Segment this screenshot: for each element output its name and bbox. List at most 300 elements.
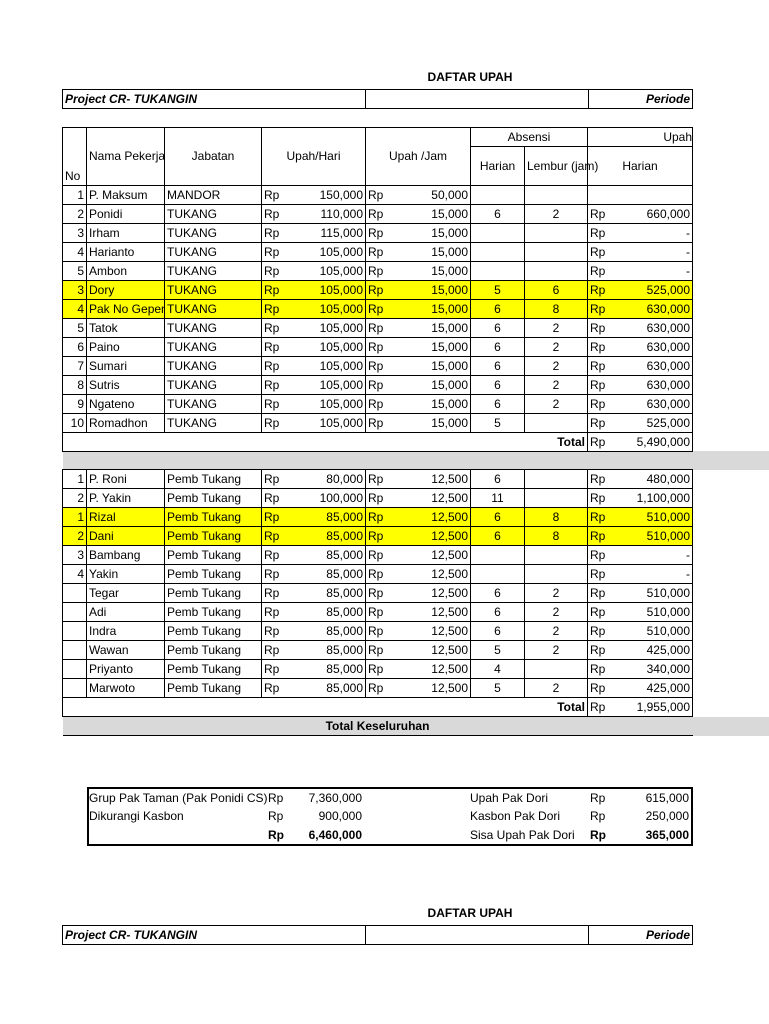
row-upah-jam: 12,500 <box>398 565 471 584</box>
row-lembur <box>525 413 588 432</box>
row-jabatan: TUKANG <box>165 223 262 242</box>
row-no: 1 <box>63 470 87 489</box>
row-rp: Rp <box>366 223 398 242</box>
row-rp: Rp <box>262 299 292 318</box>
summary-left-rp: Rp <box>268 827 284 842</box>
row-harian: 6 <box>471 318 525 337</box>
row-harian: 5 <box>471 280 525 299</box>
summary-box <box>87 787 693 846</box>
row-upah <box>620 185 693 204</box>
col-harian: Harian <box>471 147 525 186</box>
section-divider <box>63 451 769 470</box>
row-nama: Priyanto <box>87 660 165 679</box>
row-upah: 510,000 <box>620 527 693 546</box>
row-upah: 480,000 <box>620 470 693 489</box>
row-harian <box>471 546 525 565</box>
row-upah-jam: 15,000 <box>398 318 471 337</box>
row-rp: Rp <box>262 242 292 261</box>
row-rp: Rp <box>588 565 620 584</box>
row-upah-jam: 15,000 <box>398 299 471 318</box>
row-upah: 510,000 <box>620 584 693 603</box>
row-lembur: 8 <box>525 508 588 527</box>
row-rp: Rp <box>366 337 398 356</box>
table-row <box>63 527 769 546</box>
row-no: 7 <box>63 356 87 375</box>
row-no: 2 <box>63 527 87 546</box>
row-rp: Rp <box>366 508 398 527</box>
row-no <box>63 603 87 622</box>
row-lembur: 2 <box>525 337 588 356</box>
row-rp: Rp <box>262 470 292 489</box>
row-jabatan: Pemb Tukang <box>165 546 262 565</box>
row-jabatan: MANDOR <box>165 185 262 204</box>
row-lembur <box>525 470 588 489</box>
row-jabatan: TUKANG <box>165 204 262 223</box>
col-upah-hari: Upah/Hari <box>262 128 366 186</box>
row-harian: 6 <box>471 470 525 489</box>
row-upah-jam: 15,000 <box>398 261 471 280</box>
project-name-2: Project CR- TUKANGIN <box>63 926 366 945</box>
row-upah-hari: 80,000 <box>292 470 366 489</box>
row-lembur: 2 <box>525 679 588 698</box>
row-rp: Rp <box>262 660 292 679</box>
wage-table <box>62 127 769 736</box>
row-upah-hari: 85,000 <box>292 527 366 546</box>
row-harian: 6 <box>471 356 525 375</box>
table-row <box>63 603 769 622</box>
row-upah: 660,000 <box>620 204 693 223</box>
project-bar <box>62 89 693 109</box>
row-no: 4 <box>63 565 87 584</box>
summary-right-rp: Rp <box>590 809 606 824</box>
row-rp: Rp <box>588 261 620 280</box>
row-lembur <box>525 185 588 204</box>
row-lembur: 2 <box>525 356 588 375</box>
row-lembur: 8 <box>525 299 588 318</box>
row-upah-hari: 105,000 <box>292 375 366 394</box>
row-lembur: 8 <box>525 527 588 546</box>
table-row <box>63 280 769 299</box>
row-lembur: 2 <box>525 318 588 337</box>
row-rp: Rp <box>588 527 620 546</box>
row-harian: 6 <box>471 603 525 622</box>
summary-row <box>88 788 692 807</box>
table-row <box>63 299 769 318</box>
project-name: Project CR- TUKANGIN <box>63 90 366 109</box>
row-upah-hari: 85,000 <box>292 508 366 527</box>
row-rp: Rp <box>366 394 398 413</box>
table-row <box>63 489 769 508</box>
row-rp: Rp <box>366 527 398 546</box>
row-rp: Rp <box>588 413 620 432</box>
row-upah-jam: 12,500 <box>398 527 471 546</box>
row-nama: Romadhon <box>87 413 165 432</box>
row-lembur: 2 <box>525 622 588 641</box>
row-lembur <box>525 546 588 565</box>
row-lembur: 2 <box>525 204 588 223</box>
total-rp: Rp <box>588 432 620 451</box>
row-lembur: 2 <box>525 394 588 413</box>
table-row <box>63 318 769 337</box>
total-label: Total <box>63 432 588 451</box>
row-upah-hari: 150,000 <box>292 185 366 204</box>
row-upah: 510,000 <box>620 508 693 527</box>
total-row <box>63 432 769 451</box>
summary-left-value: 7,360,000 <box>308 791 362 805</box>
summary-right-rp: Rp <box>590 791 606 805</box>
row-upah: - <box>620 261 693 280</box>
row-no <box>63 679 87 698</box>
row-upah: - <box>620 242 693 261</box>
row-upah-hari: 85,000 <box>292 546 366 565</box>
summary-right-label: Sisa Upah Pak Dori <box>470 827 575 842</box>
row-harian: 6 <box>471 527 525 546</box>
row-upah-jam: 15,000 <box>398 280 471 299</box>
row-rp: Rp <box>588 641 620 660</box>
row-lembur: 6 <box>525 280 588 299</box>
row-rp: Rp <box>262 584 292 603</box>
row-rp: Rp <box>366 622 398 641</box>
row-rp: Rp <box>366 375 398 394</box>
summary-left-value: 6,460,000 <box>308 827 362 842</box>
row-rp: Rp <box>366 318 398 337</box>
table-row <box>63 660 769 679</box>
row-rp: Rp <box>262 375 292 394</box>
row-rp: Rp <box>588 622 620 641</box>
row-no: 5 <box>63 318 87 337</box>
col-upah-jam: Upah /Jam <box>366 128 471 186</box>
row-rp: Rp <box>262 527 292 546</box>
table-row <box>63 622 769 641</box>
row-harian: 6 <box>471 394 525 413</box>
row-lembur: 2 <box>525 375 588 394</box>
row-rp: Rp <box>366 261 398 280</box>
row-upah: - <box>620 546 693 565</box>
row-upah-hari: 105,000 <box>292 318 366 337</box>
row-no <box>63 622 87 641</box>
total-value: 5,490,000 <box>620 432 693 451</box>
table-row <box>63 470 769 489</box>
row-harian: 6 <box>471 375 525 394</box>
row-jabatan: Pemb Tukang <box>165 622 262 641</box>
row-rp: Rp <box>262 603 292 622</box>
row-upah: - <box>620 565 693 584</box>
row-upah: 630,000 <box>620 299 693 318</box>
section-divider-label <box>63 451 693 470</box>
summary-right-value: 250,000 <box>645 809 689 824</box>
row-nama: Ngateno <box>87 394 165 413</box>
row-upah: 425,000 <box>620 641 693 660</box>
row-harian <box>471 261 525 280</box>
row-rp: Rp <box>262 546 292 565</box>
row-rp: Rp <box>588 337 620 356</box>
row-harian: 5 <box>471 679 525 698</box>
row-upah-jam: 12,500 <box>398 679 471 698</box>
row-upah-hari: 85,000 <box>292 622 366 641</box>
row-upah-jam: 12,500 <box>398 508 471 527</box>
row-upah-jam: 12,500 <box>398 660 471 679</box>
row-rp: Rp <box>262 508 292 527</box>
col-upah: Upah <box>588 128 693 147</box>
row-no: 3 <box>63 223 87 242</box>
summary-left-rp: Rp <box>268 809 284 824</box>
table-row <box>63 565 769 584</box>
row-rp: Rp <box>588 584 620 603</box>
summary-right-rp: Rp <box>590 827 606 842</box>
doc-title: DAFTAR UPAH <box>427 70 513 84</box>
row-jabatan: TUKANG <box>165 337 262 356</box>
grand-total-label: Total Keseluruhan <box>63 717 693 736</box>
table-row <box>63 337 769 356</box>
row-lembur <box>525 489 588 508</box>
grand-total <box>63 717 769 736</box>
row-rp: Rp <box>262 356 292 375</box>
row-lembur: 2 <box>525 603 588 622</box>
row-harian: 5 <box>471 413 525 432</box>
row-rp: Rp <box>262 280 292 299</box>
total-rp: Rp <box>588 698 620 717</box>
summary-left-label: Grup Pak Taman (Pak Ponidi CS) <box>89 791 268 805</box>
row-upah: 525,000 <box>620 413 693 432</box>
row-upah-hari: 105,000 <box>292 356 366 375</box>
row-harian: 6 <box>471 584 525 603</box>
row-upah-hari: 85,000 <box>292 660 366 679</box>
row-rp: Rp <box>366 185 398 204</box>
row-no: 2 <box>63 489 87 508</box>
row-rp: Rp <box>366 679 398 698</box>
row-jabatan: Pemb Tukang <box>165 489 262 508</box>
table-row <box>63 223 769 242</box>
row-harian <box>471 565 525 584</box>
col-nama: Nama Pekerja <box>87 128 165 186</box>
total-label: Total <box>63 698 588 717</box>
row-nama: Sumari <box>87 356 165 375</box>
row-no: 4 <box>63 299 87 318</box>
row-jabatan: TUKANG <box>165 318 262 337</box>
row-no: 6 <box>63 337 87 356</box>
total-row <box>63 698 769 717</box>
row-harian: 6 <box>471 337 525 356</box>
row-upah: 525,000 <box>620 280 693 299</box>
row-rp: Rp <box>262 622 292 641</box>
row-upah-jam: 12,500 <box>398 641 471 660</box>
col-jabatan: Jabatan <box>165 128 262 186</box>
row-upah: - <box>620 223 693 242</box>
row-rp: Rp <box>262 318 292 337</box>
row-rp: Rp <box>588 546 620 565</box>
row-upah-jam: 12,500 <box>398 489 471 508</box>
summary-left-value: 900,000 <box>318 809 362 824</box>
summary-row <box>88 826 692 845</box>
row-upah-jam: 15,000 <box>398 204 471 223</box>
row-rp: Rp <box>366 204 398 223</box>
row-nama: Indra <box>87 622 165 641</box>
row-jabatan: Pemb Tukang <box>165 527 262 546</box>
row-nama: Marwoto <box>87 679 165 698</box>
row-upah-hari: 110,000 <box>292 204 366 223</box>
row-no: 1 <box>63 185 87 204</box>
row-upah: 1,100,000 <box>620 489 693 508</box>
row-rp: Rp <box>588 223 620 242</box>
row-jabatan: TUKANG <box>165 280 262 299</box>
row-upah-hari: 115,000 <box>292 223 366 242</box>
summary-right-value: 615,000 <box>645 791 689 805</box>
row-lembur: 2 <box>525 584 588 603</box>
row-upah-hari: 105,000 <box>292 242 366 261</box>
row-jabatan: TUKANG <box>165 413 262 432</box>
row-rp: Rp <box>262 223 292 242</box>
summary-left-label <box>88 826 266 845</box>
row-upah-jam: 15,000 <box>398 337 471 356</box>
row-rp <box>588 185 620 204</box>
row-rp: Rp <box>262 204 292 223</box>
table-row <box>63 261 769 280</box>
row-harian <box>471 242 525 261</box>
row-upah-jam: 15,000 <box>398 394 471 413</box>
row-nama: Adi <box>87 603 165 622</box>
row-rp: Rp <box>588 242 620 261</box>
table-row <box>63 679 769 698</box>
row-upah: 630,000 <box>620 394 693 413</box>
row-no: 4 <box>63 242 87 261</box>
row-jabatan: Pemb Tukang <box>165 508 262 527</box>
row-nama: Ambon <box>87 261 165 280</box>
row-upah-jam: 15,000 <box>398 413 471 432</box>
row-nama: Rizal <box>87 508 165 527</box>
summary-left-label: Dikurangi Kasbon <box>89 809 184 824</box>
row-no: 9 <box>63 394 87 413</box>
row-upah: 510,000 <box>620 603 693 622</box>
row-upah-jam: 12,500 <box>398 622 471 641</box>
summary-left-rp: Rp <box>268 791 284 805</box>
row-rp: Rp <box>262 679 292 698</box>
table-row <box>63 375 769 394</box>
table-row <box>63 356 769 375</box>
row-upah-hari: 105,000 <box>292 337 366 356</box>
row-upah-jam: 15,000 <box>398 375 471 394</box>
row-upah: 340,000 <box>620 660 693 679</box>
row-upah: 630,000 <box>620 356 693 375</box>
col-lembur: Lembur (jam) <box>525 147 588 186</box>
row-no: 1 <box>63 508 87 527</box>
table-row <box>63 413 769 432</box>
row-upah-hari: 105,000 <box>292 261 366 280</box>
row-no: 5 <box>63 261 87 280</box>
row-upah-hari: 85,000 <box>292 584 366 603</box>
row-nama: Tegar <box>87 584 165 603</box>
row-no: 2 <box>63 204 87 223</box>
row-rp: Rp <box>588 375 620 394</box>
row-upah-jam: 15,000 <box>398 242 471 261</box>
row-jabatan: TUKANG <box>165 299 262 318</box>
row-no: 8 <box>63 375 87 394</box>
row-rp: Rp <box>588 356 620 375</box>
row-rp: Rp <box>366 546 398 565</box>
row-rp: Rp <box>588 470 620 489</box>
row-jabatan: TUKANG <box>165 242 262 261</box>
row-nama: Paino <box>87 337 165 356</box>
row-nama: P. Roni <box>87 470 165 489</box>
row-harian: 4 <box>471 660 525 679</box>
row-rp: Rp <box>588 394 620 413</box>
row-rp: Rp <box>366 356 398 375</box>
summary-right-label: Kasbon Pak Dori <box>470 809 561 824</box>
row-jabatan: TUKANG <box>165 394 262 413</box>
row-rp: Rp <box>262 185 292 204</box>
row-rp: Rp <box>262 641 292 660</box>
col-absensi: Absensi <box>471 128 588 147</box>
row-rp: Rp <box>366 660 398 679</box>
row-nama: P. Maksum <box>87 185 165 204</box>
header-row-1 <box>63 128 769 147</box>
row-nama: Yakin <box>87 565 165 584</box>
periode-label-2: Periode <box>589 926 693 945</box>
row-lembur <box>525 223 588 242</box>
row-upah: 630,000 <box>620 337 693 356</box>
row-rp: Rp <box>262 565 292 584</box>
row-lembur <box>525 565 588 584</box>
table-row <box>63 204 769 223</box>
row-no: 3 <box>63 280 87 299</box>
table-row <box>63 584 769 603</box>
row-rp: Rp <box>366 299 398 318</box>
row-upah-hari: 85,000 <box>292 641 366 660</box>
row-rp: Rp <box>588 318 620 337</box>
row-rp: Rp <box>366 413 398 432</box>
table-row <box>63 641 769 660</box>
doc2-title: DAFTAR UPAH <box>427 906 513 920</box>
row-nama: Dory <box>87 280 165 299</box>
row-jabatan: Pemb Tukang <box>165 603 262 622</box>
row-harian: 6 <box>471 508 525 527</box>
project-bar-2 <box>62 925 693 945</box>
row-upah-jam: 12,500 <box>398 603 471 622</box>
row-nama: P. Yakin <box>87 489 165 508</box>
row-lembur: 2 <box>525 641 588 660</box>
row-harian <box>471 223 525 242</box>
col-no: No <box>63 128 87 186</box>
row-rp: Rp <box>588 299 620 318</box>
row-rp: Rp <box>262 337 292 356</box>
row-lembur <box>525 242 588 261</box>
row-upah: 510,000 <box>620 622 693 641</box>
row-jabatan: Pemb Tukang <box>165 584 262 603</box>
row-upah: 630,000 <box>620 375 693 394</box>
row-lembur <box>525 261 588 280</box>
row-rp: Rp <box>262 489 292 508</box>
col-upah-harian: Harian <box>588 147 693 186</box>
table-row <box>63 546 769 565</box>
row-rp: Rp <box>366 565 398 584</box>
row-rp: Rp <box>588 508 620 527</box>
row-nama: Sutris <box>87 375 165 394</box>
row-nama: Pak No Geper <box>87 299 165 318</box>
row-rp: Rp <box>262 261 292 280</box>
row-harian <box>471 185 525 204</box>
row-rp: Rp <box>366 470 398 489</box>
row-nama: Ponidi <box>87 204 165 223</box>
row-rp: Rp <box>366 242 398 261</box>
table-row <box>63 508 769 527</box>
row-harian: 6 <box>471 622 525 641</box>
row-upah: 630,000 <box>620 318 693 337</box>
row-upah-hari: 85,000 <box>292 565 366 584</box>
row-upah-jam: 12,500 <box>398 584 471 603</box>
row-harian: 5 <box>471 641 525 660</box>
row-harian: 6 <box>471 299 525 318</box>
row-rp: Rp <box>588 660 620 679</box>
row-upah-jam: 15,000 <box>398 356 471 375</box>
